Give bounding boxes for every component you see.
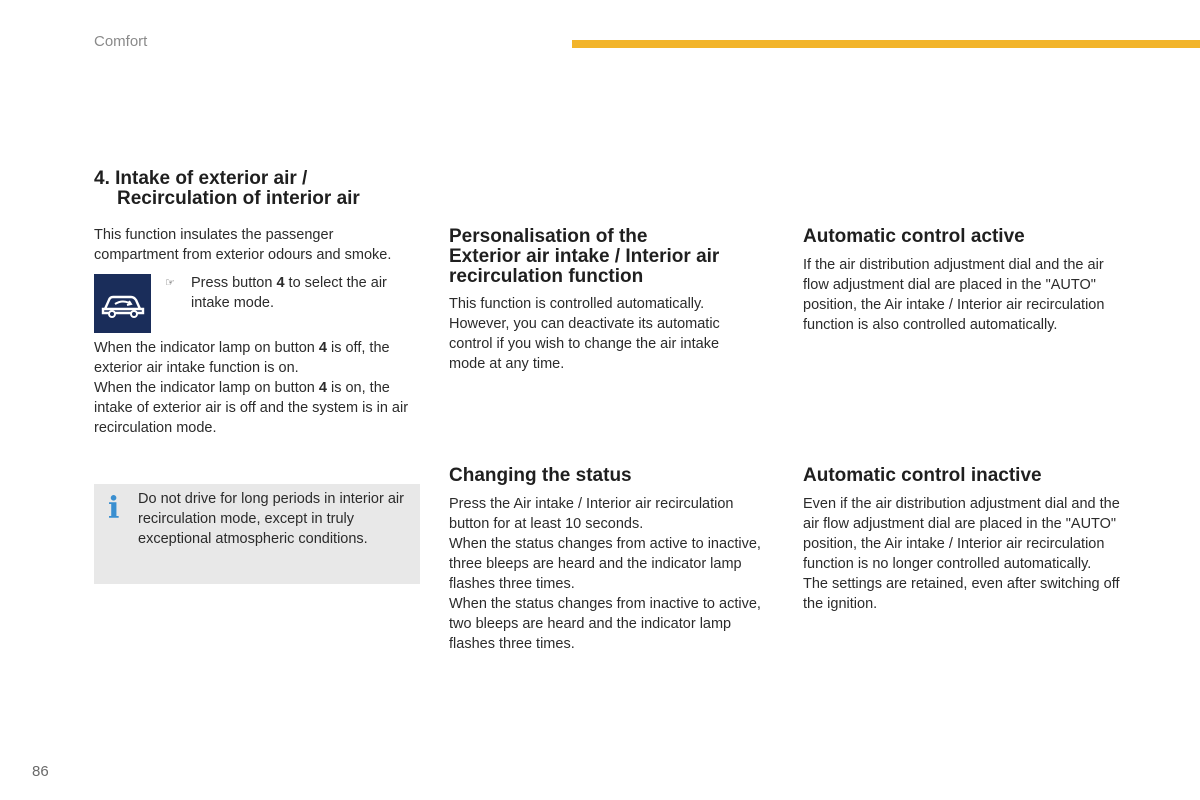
heading-line-2: Recirculation of interior air	[117, 188, 360, 209]
info-note-text: Do not drive for long periods in interior air recirculation mode, except in truly exceptional atmospheric conditions.	[138, 491, 404, 547]
personalisation-section	[449, 227, 774, 374]
car-recirculation-icon	[94, 274, 151, 333]
indicator-explanation: When the indicator lamp on button 4 is off, the exterior air intake function is on. When the indicator lamp on button 4 is on, the intake of exterior air is off and the system is in air recirculation mode.	[94, 340, 409, 436]
auto-active-body: If the air distribution adjustment dial and the air flow adjustment dial are placed in the "AUTO" position, the Air intake / Interior air recirculation function is also controlled automatically.	[803, 257, 1105, 333]
pointer-bullet-icon: ☞	[165, 277, 175, 289]
section-heading-intake	[94, 169, 419, 209]
changing-status-title: Changing the status	[449, 465, 632, 486]
section-label: Comfort	[94, 33, 148, 50]
header-accent-bar	[572, 40, 1200, 48]
auto-inactive-body-1: Even if the air distribution adjustment dial and the air flow adjustment dial are placed in the "AUTO" position, the Air intake / Interior air recirculation function is no longer controlled automatically.	[803, 496, 1120, 572]
auto-active-section	[803, 227, 1133, 335]
auto-inactive-body-2: The settings are retained, even after switching off the ignition.	[803, 576, 1120, 612]
changing-status-body-2: When the status changes from active to inactive, three bleeps are heard and the indicator lamp flashes three times.	[449, 536, 761, 592]
instruction-bullet: ☞ Press button 4 to select the air intake mode.	[165, 275, 387, 311]
auto-inactive-section	[803, 466, 1133, 614]
intro-paragraph: This function insulates the passenger compartment from exterior odours and smoke.	[94, 227, 392, 263]
info-note-box	[94, 484, 420, 584]
page-number: 86	[32, 763, 49, 780]
personalisation-title-1: Personalisation of the	[449, 226, 648, 247]
info-icon: i	[108, 491, 120, 526]
changing-status-body-1: Press the Air intake / Interior air recirculation button for at least 10 seconds.	[449, 496, 734, 532]
changing-status-body-3: When the status changes from inactive to active, two bleeps are heard and the indicator lamp flashes three times.	[449, 596, 761, 652]
auto-inactive-title: Automatic control inactive	[803, 465, 1042, 486]
personalisation-body: This function is controlled automatically. However, you can deactivate its automatic control if you wish to change the air intake mode at any time.	[449, 296, 720, 372]
personalisation-title-3: recirculation function	[449, 266, 644, 287]
auto-active-title: Automatic control active	[803, 226, 1025, 247]
personalisation-title-2: Exterior air intake / Interior air	[449, 246, 720, 267]
changing-status-section	[449, 466, 774, 654]
heading-line-1: 4. Intake of exterior air /	[94, 168, 308, 189]
